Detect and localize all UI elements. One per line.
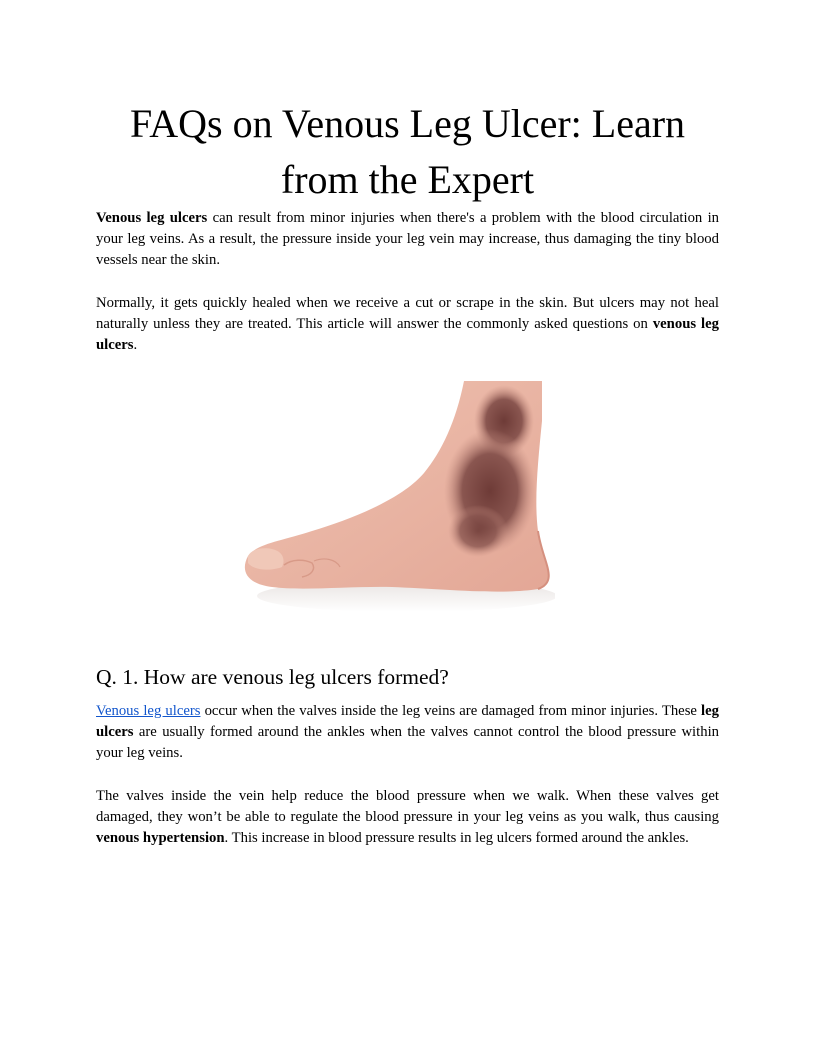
answer-1-paragraph-1 — [96, 701, 719, 764]
intro-paragraph-2-text: Normally, it gets quickly healed when we receive a cut or scrape in the skin. But ulcers may not heal naturally unless they are treated. This article will answer the commonly asked questions on — [96, 295, 719, 332]
intro-paragraph-1-text: can result from minor injuries when there's a problem with the blood circulation in your leg veins. As a result, the pressure inside your leg vein may increase, thus damaging the tiny blood vessels near the skin. — [96, 210, 720, 268]
intro-paragraph-2-end: . — [133, 337, 138, 353]
intro-paragraph-2 — [96, 293, 719, 356]
venous-leg-ulcers-link[interactable]: Venous leg ulcers — [96, 703, 201, 719]
question-1-heading: Q. 1. How are venous leg ulcers formed? — [96, 665, 449, 689]
foot-ulcer-image — [242, 381, 555, 633]
page-title: FAQs on Venous Leg Ulcer: Learn from the Expert — [129, 101, 686, 202]
answer-1-paragraph-2-text-b: . This increase in blood pressure results in leg ulcers formed around the ankles. — [224, 830, 689, 846]
intro-bold-term: Venous leg ulcers — [96, 210, 208, 226]
intro-paragraph-2-bold: venous leg ulcers — [96, 316, 719, 353]
venous-hypertension-bold: venous hypertension — [96, 830, 225, 846]
answer-1-paragraph-1-text-b: are usually formed around the ankles when the valves cannot control the blood pressure within your leg veins. — [96, 724, 719, 761]
answer-1-paragraph-1-text-a: occur when the valves inside the leg veins are damaged from minor injuries. These — [200, 703, 702, 719]
answer-1-paragraph-2-text-a: The valves inside the vein help reduce the blood pressure when we walk. When these valves get damaged, they won’t be able to regulate the blood pressure in your leg veins as you walk, thus causing — [96, 788, 719, 825]
answer-1-bold-term: leg ulcers — [96, 703, 719, 740]
intro-paragraph-1 — [96, 208, 719, 271]
answer-1-paragraph-2 — [96, 786, 719, 849]
